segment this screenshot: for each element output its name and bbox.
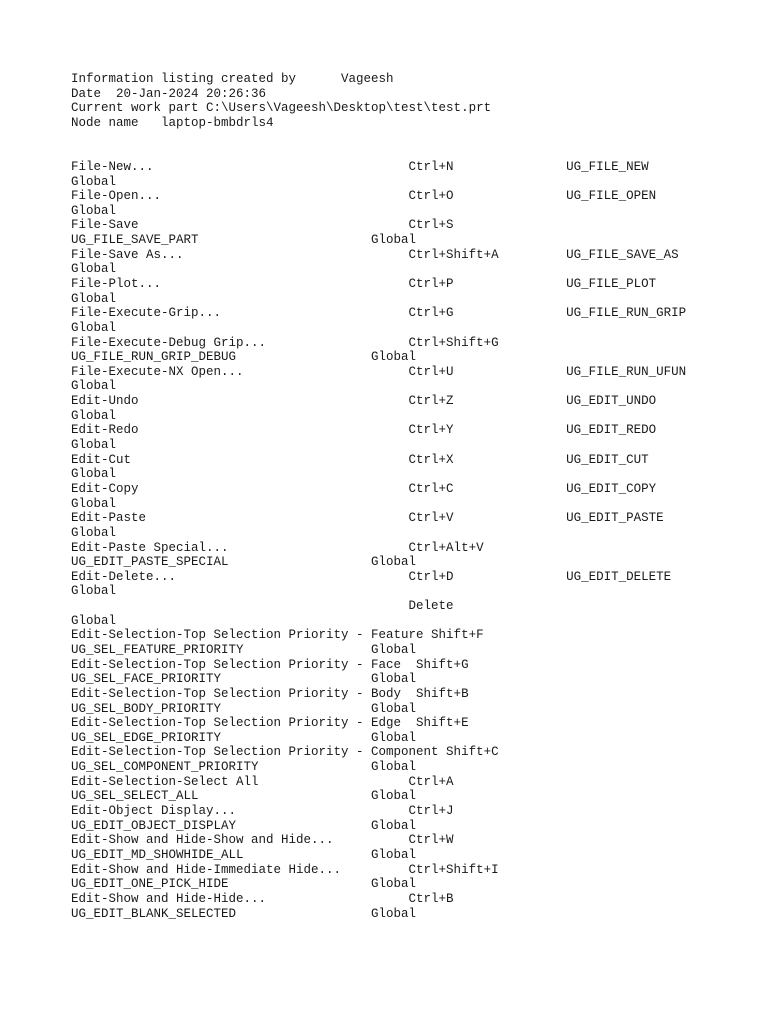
listing-line: Global — [71, 584, 117, 599]
listing-line: Global — [71, 438, 117, 453]
listing-line: File-Save As... Ctrl+Shift+A UG_FILE_SAVE_AS — [71, 247, 679, 262]
listing-line: Edit-Selection-Top Selection Priority - Component Shift+C — [71, 745, 499, 760]
listing-line: Edit-Paste Ctrl+V UG_EDIT_PASTE — [71, 511, 664, 526]
listing-line: Edit-Cut Ctrl+X UG_EDIT_CUT — [71, 452, 649, 467]
listing-line: UG_EDIT_ONE_PICK_HIDE Global — [71, 877, 417, 892]
listing-line: Edit-Selection-Top Selection Priority - Body Shift+B — [71, 686, 469, 701]
listing-line: Global — [71, 525, 117, 540]
listing-line: Edit-Selection-Top Selection Priority - Face Shift+G — [71, 657, 469, 672]
header-line: Node name laptop-bmbdrls4 — [71, 115, 274, 130]
listing-line: Global — [71, 320, 117, 335]
listing-line: UG_SEL_FEATURE_PRIORITY Global — [71, 643, 417, 657]
header-line: Information listing created by Vageesh — [71, 72, 394, 86]
listing-line: Edit-Object Display... Ctrl+J — [71, 804, 454, 819]
listing-line: Edit-Copy Ctrl+C UG_EDIT_COPY — [71, 481, 657, 496]
listing-header — [71, 72, 761, 131]
listing-line: UG_SEL_EDGE_PRIORITY Global — [71, 730, 417, 745]
listing-line: Edit-Selection-Top Selection Priority - Feature Shift+F — [71, 628, 484, 643]
listing-line: UG_SEL_BODY_PRIORITY Global — [71, 701, 417, 716]
listing-line: Edit-Redo Ctrl+Y UG_EDIT_REDO — [71, 423, 657, 438]
listing-line: Global — [71, 496, 117, 511]
listing-line: File-Open... Ctrl+O UG_FILE_OPEN — [71, 189, 657, 204]
listing-line: File-Execute-Debug Grip... Ctrl+Shift+G — [71, 335, 499, 350]
header-line: Date 20-Jan-2024 20:26:36 — [71, 86, 267, 101]
listing-line: Global — [71, 203, 117, 218]
listing-line: UG_EDIT_BLANK_SELECTED Global — [71, 906, 417, 921]
listing-line: Global — [71, 174, 117, 189]
listing-line: UG_SEL_FACE_PRIORITY Global — [71, 672, 417, 687]
listing-line: Edit-Show and Hide-Show and Hide... Ctrl+W — [71, 833, 454, 848]
listing-line: Edit-Show and Hide-Hide... Ctrl+B — [71, 891, 454, 906]
listing-line: Edit-Show and Hide-Immediate Hide... Ctrl+Shift+I — [71, 862, 499, 877]
listing-line: Global — [71, 262, 117, 277]
listing-line: Global — [71, 467, 117, 482]
listing-line: Global — [71, 408, 117, 423]
information-listing-page — [71, 72, 761, 921]
listing-line: UG_FILE_SAVE_PART Global — [71, 233, 417, 248]
header-line: Current work part C:\Users\Vageesh\Desktop\test\test.prt — [71, 101, 492, 116]
listing-line: UG_FILE_RUN_GRIP_DEBUG Global — [71, 350, 417, 365]
listing-line: UG_EDIT_MD_SHOWHIDE_ALL Global — [71, 847, 417, 862]
listing-line: Edit-Paste Special... Ctrl+Alt+V — [71, 540, 484, 555]
listing-line: Edit-Undo Ctrl+Z UG_EDIT_UNDO — [71, 394, 657, 409]
listing-line: File-Save Ctrl+S — [71, 218, 454, 233]
listing-line: File-Plot... Ctrl+P UG_FILE_PLOT — [71, 276, 657, 291]
listing-line: File-Execute-NX Open... Ctrl+U UG_FILE_RUN_UFUN — [71, 364, 687, 379]
listing-line: UG_EDIT_PASTE_SPECIAL Global — [71, 555, 417, 570]
listing-line: UG_SEL_COMPONENT_PRIORITY Global — [71, 760, 417, 775]
listing-line: Global — [71, 291, 117, 306]
listing-line: File-New... Ctrl+N UG_FILE_NEW — [71, 159, 649, 174]
listing-line: Edit-Selection-Select All Ctrl+A — [71, 774, 454, 789]
listing-line: UG_SEL_SELECT_ALL Global — [71, 789, 417, 804]
listing-line: Global — [71, 613, 117, 628]
listing-spacer — [71, 131, 761, 160]
listing-line: Edit-Selection-Top Selection Priority - Edge Shift+E — [71, 716, 469, 731]
listing-line: UG_EDIT_OBJECT_DISPLAY Global — [71, 818, 417, 833]
listing-line: Edit-Delete... Ctrl+D UG_EDIT_DELETE — [71, 569, 672, 584]
listing-line: File-Execute-Grip... Ctrl+G UG_FILE_RUN_GRIP — [71, 306, 687, 321]
listing-line: Delete — [71, 599, 454, 614]
listing-line: Global — [71, 379, 117, 394]
listing-body — [71, 160, 761, 921]
